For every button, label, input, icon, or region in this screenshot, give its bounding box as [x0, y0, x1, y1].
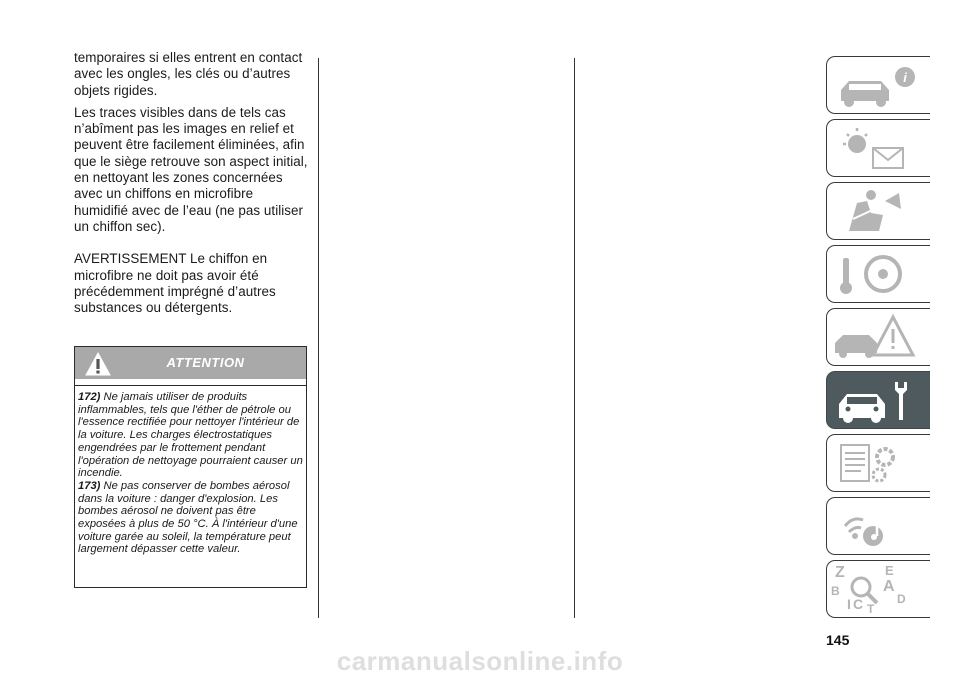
- paragraph-traces: Les traces visibles dans de tels cas n’abîment pas les images en relief et peuvent être facilement éliminées, afin que le siège retrouve son aspect initial, en nettoyant les zones concernées avec un chiffons en microfibre humidifié avec de l’eau (ne pas utiliser un chiffon sec).: [74, 104, 308, 234]
- svg-text:D: D: [897, 592, 906, 606]
- tab-car-info[interactable]: [826, 56, 930, 114]
- svg-text:B: B: [831, 584, 840, 598]
- tab-index[interactable]: [826, 560, 930, 618]
- attention-item-number: 173): [78, 479, 101, 492]
- paragraph-avertissement: AVERTISSEMENT Le chiffon en microfibre ne doit pas avoir été précédemment imprégné d’autres substances ou détergents.: [74, 251, 276, 316]
- attention-header: [75, 347, 306, 379]
- tab-warning-lights[interactable]: [826, 119, 930, 177]
- paragraph-continuation: temporaires si elles entrent en contact avec les ongles, les clés ou d’autres objets rigides.: [74, 50, 303, 98]
- attention-body: [75, 385, 306, 556]
- column-divider-left: [318, 58, 319, 618]
- column-divider-right: [574, 58, 575, 618]
- svg-text:T: T: [867, 602, 875, 616]
- svg-text:A: A: [883, 578, 895, 595]
- attention-item-text: Ne jamais utiliser de produits inflammables, tels que l'éther de pétrole ou l'essence rectifiée pour nettoyer l'intérieur de la voiture. Les charges électrostatiques engendrées par le frottement pendant l'opération de nettoyage pourraient causer un incendie.: [78, 391, 303, 480]
- technical-data-gears-icon: [827, 435, 930, 492]
- tab-technical-data[interactable]: [826, 434, 930, 492]
- watermark: carmanualsonline.info: [336, 646, 624, 676]
- seat-airbag-icon: [827, 183, 930, 240]
- car-accident-warning-icon: [827, 309, 930, 366]
- alphabetical-index-icon: [827, 561, 930, 618]
- svg-text:Z: Z: [835, 564, 845, 581]
- tab-emergency[interactable]: [826, 308, 930, 366]
- key-steering-wheel-icon: [827, 246, 930, 303]
- svg-text:C: C: [853, 596, 864, 612]
- multimedia-music-icon: [827, 498, 930, 555]
- attention-item: [78, 480, 306, 556]
- car-info-icon: [827, 57, 930, 114]
- tab-safety[interactable]: [826, 182, 930, 240]
- attention-item-text: Ne pas conserver de bombes aérosol dans la voiture : danger d'explosion. Les bombes aérosol ne doivent pas être exposées à plus de 50 °C. À l'intérieur d'une voiture garée au soleil, la température peut largement dépasser cette valeur.: [78, 479, 298, 556]
- attention-item: [78, 391, 306, 480]
- car-maintenance-wrench-icon: [827, 372, 930, 429]
- page-number: 145: [826, 632, 850, 648]
- text-column: [74, 50, 310, 322]
- tab-maintenance[interactable]: [826, 371, 930, 429]
- svg-text:i: i: [903, 70, 907, 85]
- attention-item-number: 172): [78, 391, 101, 403]
- svg-text:E: E: [885, 563, 894, 578]
- tab-starting-driving[interactable]: [826, 245, 930, 303]
- tab-multimedia[interactable]: [826, 497, 930, 555]
- attention-title: ATTENTION: [166, 355, 245, 370]
- svg-text:I: I: [847, 596, 851, 612]
- attention-box: [74, 346, 307, 588]
- warning-lights-messages-icon: [827, 120, 930, 177]
